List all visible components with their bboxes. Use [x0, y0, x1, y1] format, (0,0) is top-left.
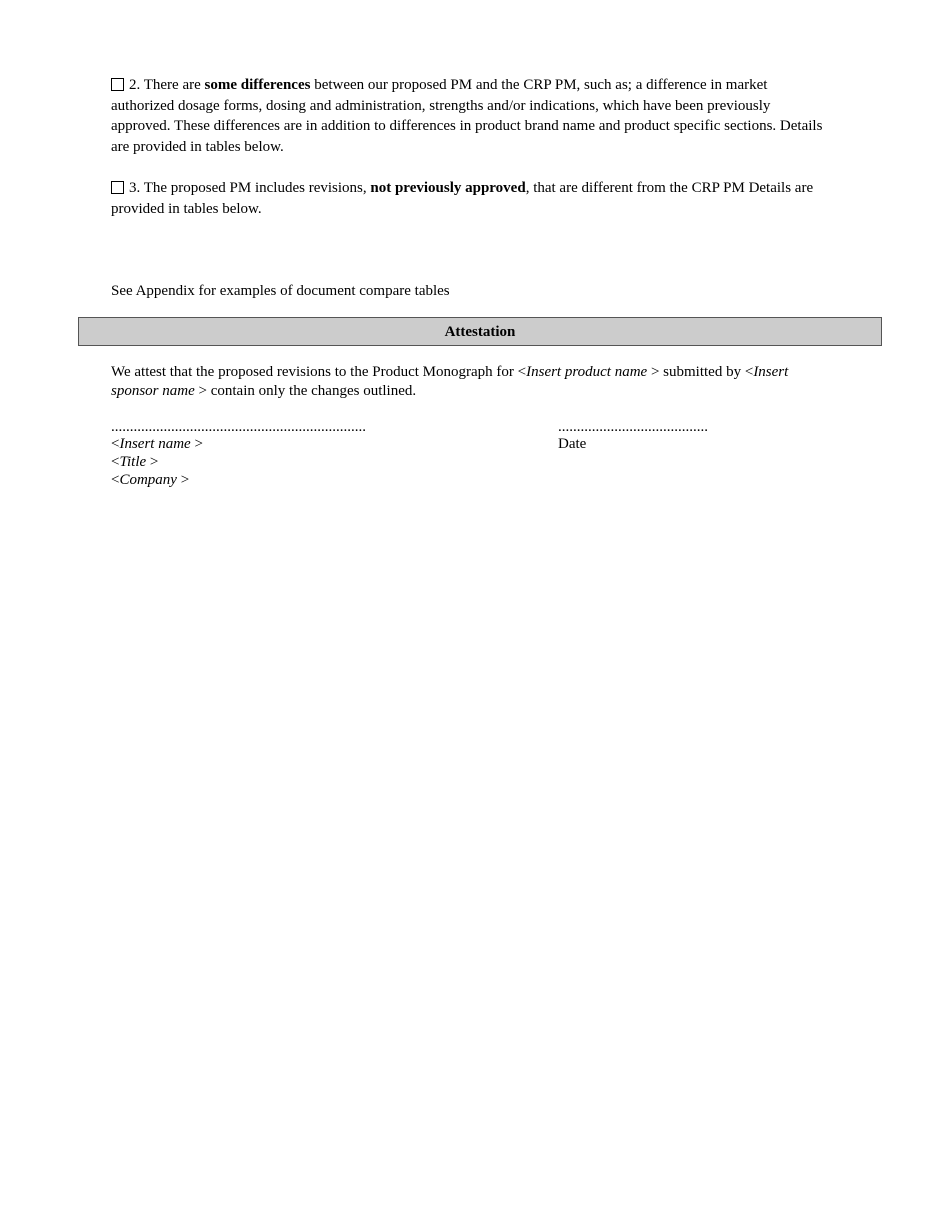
option-2-bold: some differences [204, 77, 311, 93]
option-2-paragraph [111, 75, 826, 157]
date-line[interactable]: ........................................ [558, 419, 708, 435]
product-name-placeholder: Insert product name [526, 364, 648, 380]
appendix-note: See Appendix for examples of document compare tables [111, 283, 450, 299]
attestation-text-2: submitted by [659, 364, 745, 380]
option-3-suffix: , that are different from the CRP PM Details are provided in tables below. [111, 180, 814, 217]
title-field [111, 453, 158, 471]
lt-symbol: < [744, 364, 754, 380]
option-2-suffix: between our proposed PM and the CRP PM, such as; a difference in market authorized dosage forms, dosing and administration, strengths and/or indications, which have been previously approved. These differences are in addition to differences in product brand name and product specific sections. Details are provided in tables below. [111, 77, 823, 155]
attestation-text-1: We attest that the proposed revisions to the Product Monograph for [111, 364, 518, 380]
gt-symbol: > [647, 364, 660, 380]
company-placeholder: Company [119, 472, 177, 488]
date-label: Date [558, 436, 587, 452]
option-3-prefix: 3. The proposed PM includes revisions, [129, 180, 371, 196]
name-placeholder: Insert name [119, 436, 191, 452]
option-2-checkbox[interactable] [111, 78, 124, 91]
option-3-bold: not previously approved [370, 180, 526, 196]
company-field [111, 471, 189, 489]
attestation-heading: Attestation [78, 317, 882, 346]
signature-line[interactable]: .................................................................... [111, 419, 366, 435]
lt-symbol: < [111, 472, 120, 488]
lt-symbol: < [517, 364, 527, 380]
insert-name-field [111, 435, 203, 453]
title-placeholder: Title [119, 454, 147, 470]
option-3-checkbox[interactable] [111, 181, 124, 194]
gt-symbol: > [146, 454, 159, 470]
gt-symbol: > [190, 436, 203, 452]
lt-symbol: < [111, 436, 120, 452]
option-2-prefix: 2. There are [129, 77, 205, 93]
option-3-paragraph [111, 178, 826, 219]
attestation-statement [111, 363, 831, 400]
sponsor-name-placeholder: Insert sponsor name [111, 364, 789, 399]
lt-symbol: < [111, 454, 120, 470]
attestation-text-3: contain only the changes outlined. [206, 382, 417, 399]
gt-symbol: > [194, 382, 207, 399]
gt-symbol: > [176, 472, 190, 488]
